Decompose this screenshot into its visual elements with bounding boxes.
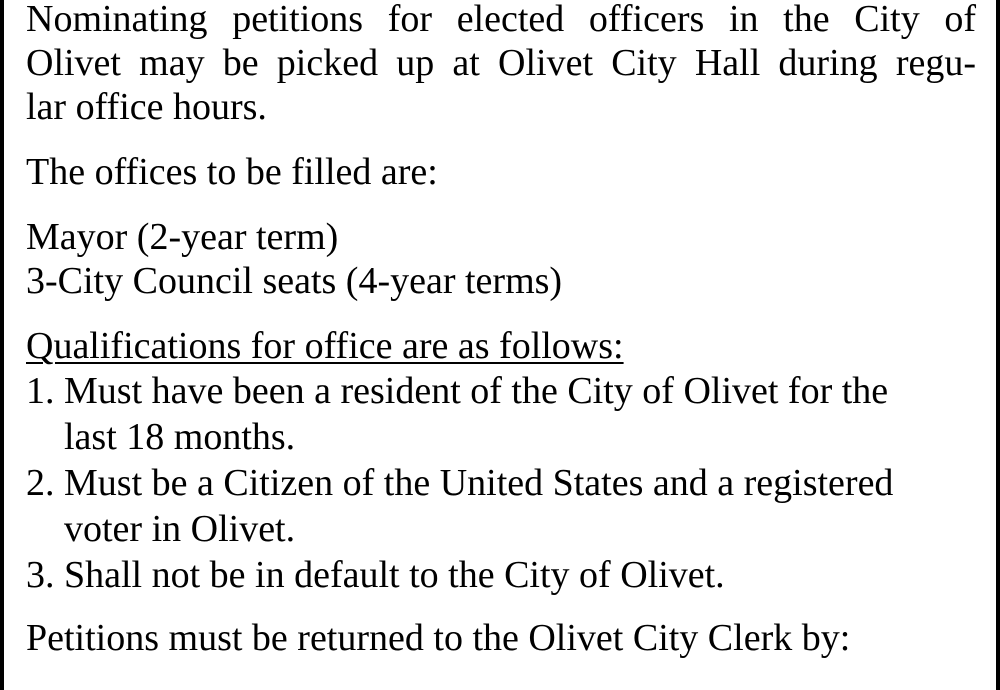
qualification-1-line-1: 1. Must have been a resident of the City of Olivet for the: [26, 370, 889, 412]
qualifications-heading: Qualifications for office are as follows:: [26, 325, 624, 367]
qualification-1-line-2: last 18 months.: [64, 416, 296, 458]
intro-line-2: Olivet may be picked up at Olivet City Hall during regu-: [26, 42, 976, 84]
closing-line: Petitions must be returned to the Olivet City Clerk by:: [26, 617, 851, 659]
offices-heading: The offices to be filled are:: [26, 151, 438, 193]
qualification-2-line-2: voter in Olivet.: [64, 508, 296, 550]
office-item-mayor: Mayor (2-year term): [26, 216, 339, 258]
qualification-3-line-1: 3. Shall not be in default to the City of Olivet.: [26, 554, 725, 596]
office-item-council: 3-City Council seats (4-year terms): [26, 260, 563, 302]
intro-line-1: Nominating petitions for elected officers in the City of: [26, 0, 976, 40]
qualification-2-line-1: 2. Must be a Citizen of the United States and a registered: [26, 462, 894, 504]
intro-line-3: lar office hours.: [26, 86, 267, 128]
